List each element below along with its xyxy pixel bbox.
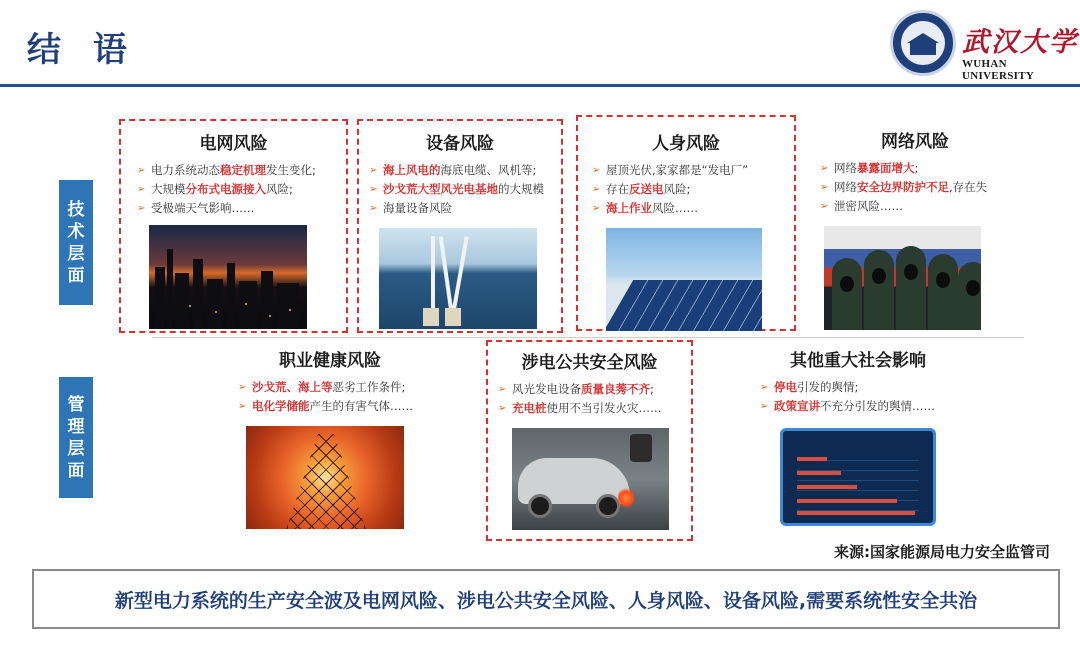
- bullet-text: 使用不当引发火灾……: [546, 401, 662, 415]
- bullet-list: [760, 378, 966, 416]
- bullet-text: 网络: [834, 180, 857, 194]
- bullet-text: ;: [650, 382, 654, 396]
- card-grid-risk: [119, 119, 348, 333]
- highlighted-text: 反送电: [629, 182, 664, 196]
- offshore-wind-photo: [379, 228, 537, 329]
- card-network-risk: [808, 119, 1022, 333]
- ev-charging-photo: [512, 428, 669, 530]
- hackers-photo: [824, 226, 981, 330]
- highlighted-text: 电化学储能: [252, 399, 310, 413]
- bullet-text: 风险……: [652, 201, 698, 215]
- row-label-tech: 技术层面: [59, 180, 93, 305]
- row-divider: [152, 337, 1024, 338]
- bullet-item: [820, 197, 1020, 216]
- bullet-item: [498, 399, 693, 418]
- header-divider: [0, 84, 1080, 87]
- highlighted-text: 分布式电源接入: [185, 182, 266, 196]
- highlighted-text: 安全边界防护不足: [857, 180, 949, 194]
- bullet-item: [592, 199, 796, 218]
- card-title: 电网风险: [199, 134, 268, 154]
- card-occupational-health-risk: [220, 340, 440, 540]
- logo-english-name: WUHAN UNIVERSITY: [962, 58, 1035, 82]
- bullet-text: 存在: [606, 182, 629, 196]
- bullet-text: 受极端天气影响……: [151, 201, 255, 215]
- dashboard-screen-photo: [780, 428, 936, 526]
- bullet-text: 引发的舆情;: [797, 380, 859, 394]
- highlighted-text: 停电: [774, 380, 797, 394]
- bullet-item: [137, 161, 342, 180]
- highlighted-text: 海上风电的: [383, 163, 441, 177]
- bullet-text: 风险;: [266, 182, 293, 196]
- bullet-item: [760, 397, 966, 416]
- bullet-item: [592, 161, 796, 180]
- highlighted-text: 政策宣讲: [774, 399, 820, 413]
- bullet-list: [498, 380, 693, 418]
- bullet-list: [137, 161, 342, 218]
- bullet-text: 网络: [834, 161, 857, 175]
- card-personal-risk: [576, 115, 796, 331]
- card-equipment-risk: [357, 119, 563, 333]
- bullet-item: [369, 180, 561, 199]
- card-title: 网络风险: [881, 132, 949, 152]
- card-public-electric-safety-risk: [486, 340, 693, 541]
- city-night-photo: [149, 225, 307, 329]
- highlighted-text: 沙戈荒、海上等: [252, 380, 333, 394]
- bullet-item: [369, 161, 561, 180]
- card-social-impact: [748, 340, 968, 540]
- card-title: 人身风险: [652, 134, 720, 154]
- card-title: 其他重大社会影响: [790, 351, 926, 371]
- bullet-text: 风光发电设备: [512, 382, 581, 396]
- card-title: 职业健康风险: [279, 351, 381, 371]
- bullet-text: 恶劣工作条件;: [332, 380, 406, 394]
- highlighted-text: 充电桩: [512, 401, 547, 415]
- logo-chinese-name: 武汉大学: [962, 27, 1078, 58]
- bullet-text: 产生的有害气体……: [309, 399, 413, 413]
- university-seal-logo: [890, 10, 956, 76]
- bullet-list: [820, 159, 1020, 216]
- page-title: 结 语: [27, 30, 137, 70]
- summary-box: 新型电力系统的生产安全波及电网风险、涉电公共安全风险、人身风险、设备风险,需要系统性安全共治: [32, 569, 1060, 629]
- card-title: 涉电公共安全风险: [521, 353, 658, 373]
- bullet-text: 屋顶光伏,家家都是“发电厂”: [606, 163, 749, 177]
- bullet-item: [137, 199, 342, 218]
- bullet-item: [820, 159, 1020, 178]
- card-title: 设备风险: [426, 134, 494, 154]
- bullet-text: 电力系统动态: [151, 163, 220, 177]
- highlighted-text: 暴露面增大: [857, 161, 915, 175]
- bullet-text: 风险;: [663, 182, 691, 196]
- highlighted-text: 稳定机理: [220, 163, 266, 177]
- highlighted-text: 沙戈荒大型风光电基地: [383, 182, 498, 196]
- bullet-text: 海底电缆、风机等;: [440, 163, 537, 177]
- bullet-item: [369, 199, 561, 218]
- bullet-item: [760, 378, 966, 397]
- bullet-item: [238, 397, 438, 416]
- bullet-list: [369, 161, 561, 218]
- bullet-text: 大规模: [151, 182, 186, 196]
- bullet-item: [820, 178, 1020, 197]
- bullet-item: [238, 378, 438, 397]
- bullet-text: ;: [914, 161, 919, 175]
- bullet-item: [592, 180, 796, 199]
- bullet-text: 海量设备风险: [383, 201, 452, 215]
- burning-tower-photo: [246, 426, 404, 529]
- highlighted-text: 质量良莠不齐: [581, 382, 650, 396]
- source-note: 来源:国家能源局电力安全监管司: [833, 543, 1050, 561]
- row-label-mgmt: 管理层面: [59, 377, 93, 498]
- bullet-text: 泄密风险……: [834, 199, 903, 213]
- bullet-text: 发生变化;: [266, 163, 316, 177]
- highlighted-text: 海上作业: [606, 201, 652, 215]
- bullet-list: [238, 378, 438, 416]
- bullet-item: [498, 380, 693, 399]
- bullet-text: ,存在失: [949, 180, 988, 194]
- bullet-list: [592, 161, 796, 218]
- rooftop-solar-photo: [606, 228, 762, 331]
- bullet-text: 的大规模: [498, 182, 544, 196]
- bullet-item: [137, 180, 342, 199]
- bullet-text: 不充分引发的舆情……: [820, 399, 935, 413]
